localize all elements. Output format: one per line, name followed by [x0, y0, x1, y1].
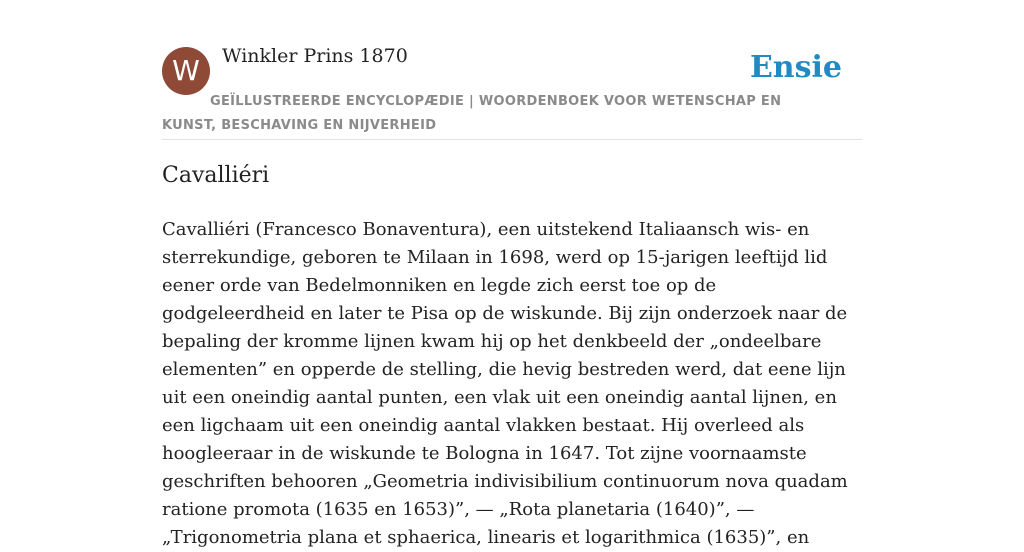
article-body: Cavalliéri (Francesco Bonaventura), een uitstekend Italiaansch wis- en sterrekundige, geboren te Milaan in 1698, werd op 15-jarigen leeftijd lid eener orde van Bedelmonniken en legde zich eerst toe op de godgeleerdheid en later te Pisa op de wiskunde. Bij zijn onderzoek naar de bepaling der kromme lijnen kwam hij op het denkbeeld der „ondeelbare elementen” en opperde de stelling, die hevig bestreden werd, dat eene lijn uit een oneindig aantal punten, een vlak uit een oneindig aantal lijnen, en een ligchaam uit een oneindig aantal vlakken bestaat. Hij overleed als hoogleeraar in de wiskunde te Bologna in 1647. Tot zijne voornaamste geschriften behooren „Geometria indivisibilium continuorum nova quadam ratione promota (1635 en 1653)”, — „Rota planetaria (1640)”, — „Trigonometria plana et sphaerica, linearis et logarithmica (1635)”, en	[162, 219, 848, 548]
ensie-logo[interactable]: Ensie	[749, 50, 842, 85]
article-title: Cavalliéri	[162, 163, 270, 188]
source-avatar[interactable]: W	[162, 47, 210, 95]
header-divider	[162, 139, 862, 140]
source-subtitle: GEÏLLUSTREERDE ENCYCLOPÆDIE | WOORDENBOEK VOOR WETENSCHAP EN KUNST, BESCHAVING EN NIJVERHEID	[162, 94, 782, 133]
source-title-link[interactable]: Winkler Prins 1870	[222, 45, 408, 67]
